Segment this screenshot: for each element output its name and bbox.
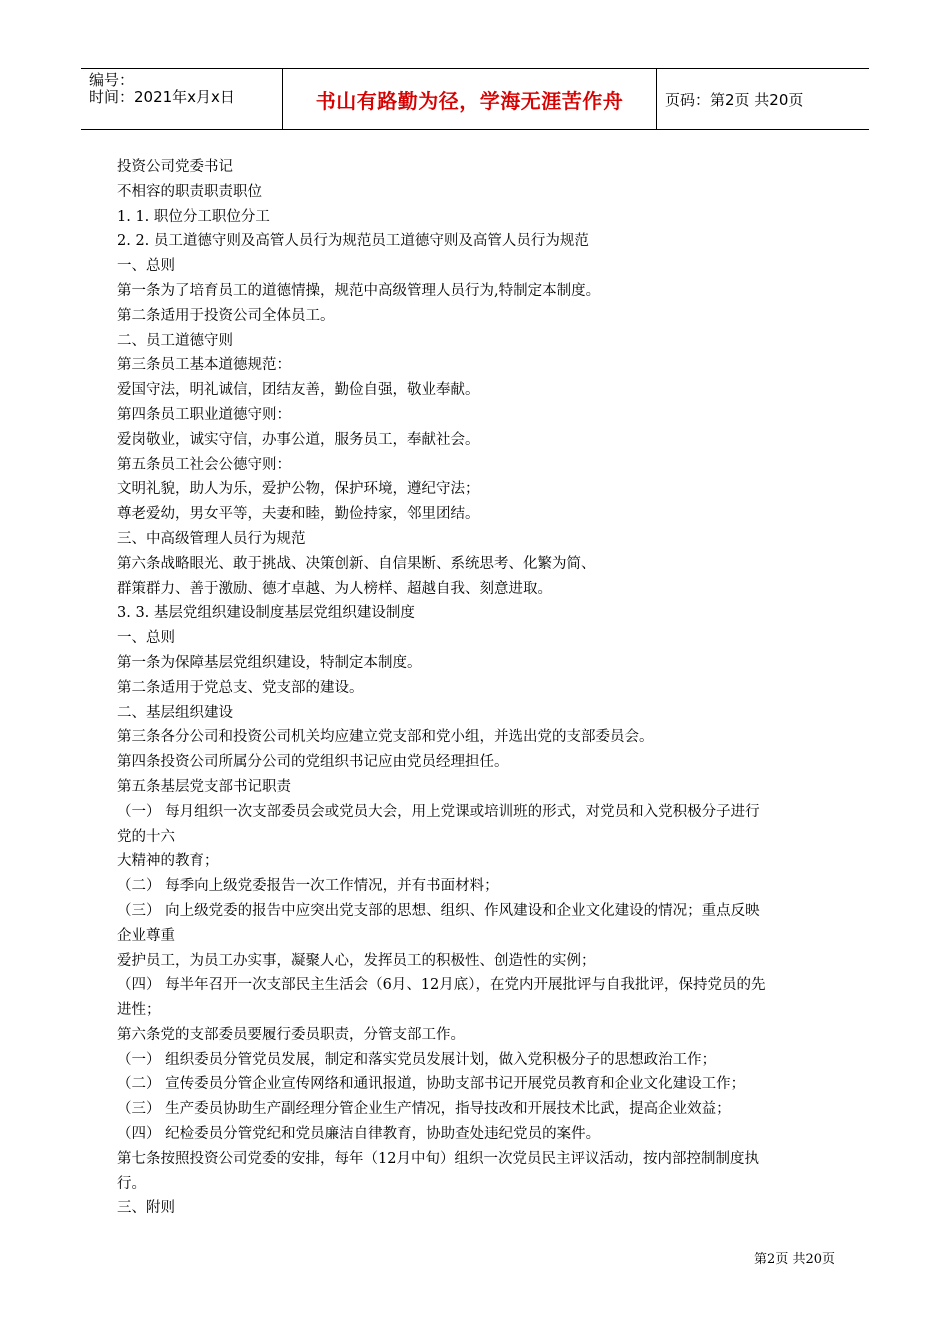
text-line: 企业尊重 bbox=[117, 927, 175, 944]
text-line: 2. 2. 员工道德守则及高管人员行为规范员工道德守则及高管人员行为规范 bbox=[117, 233, 589, 250]
text-line: （二） 每季向上级党委报告一次工作情况，并有书面材料； bbox=[117, 878, 499, 895]
document-body bbox=[117, 155, 839, 1221]
text-line: 一、总则 bbox=[117, 630, 175, 647]
text-line: 投资公司党委书记 bbox=[117, 159, 233, 175]
text-line: 党的十六 bbox=[117, 828, 175, 845]
text-line: （一） 每月组织一次支部委员会或党员大会，用上党课或培训班的形式，对党员和入党积极分子进行 bbox=[117, 803, 760, 820]
text-line: 大精神的教育； bbox=[117, 853, 219, 870]
text-line: 第三条员工基本道德规范： bbox=[117, 357, 291, 374]
text-line: 第二条适用于党总支、党支部的建设。 bbox=[117, 679, 364, 696]
text-line: 1. 1. 职位分工职位分工 bbox=[117, 208, 270, 225]
text-line: 第六条党的支部委员要履行委员职责，分管支部工作。 bbox=[117, 1026, 465, 1043]
header-page-cell bbox=[656, 69, 869, 129]
page-info: 页码：第2页 共20页 bbox=[665, 90, 804, 109]
motto: 书山有路勤为径，学海无涯苦作舟 bbox=[315, 88, 624, 113]
text-line: （四） 每半年召开一次支部民主生活会（6月、12月底），在党内开展批评与自我批评，保持党员的先 bbox=[117, 977, 766, 994]
text-line: 进性； bbox=[117, 1002, 161, 1019]
text-line: 第二条适用于投资公司全体员工。 bbox=[117, 307, 335, 324]
text-line: 爱护员工，为员工办实事，凝聚人心，发挥员工的积极性、创造性的实例； bbox=[117, 952, 596, 969]
text-line: 行。 bbox=[117, 1175, 146, 1192]
text-line: （三） 向上级党委的报告中应突出党支部的思想、组织、作风建设和企业文化建设的情况；重点反映 bbox=[117, 902, 760, 919]
text-line: （二） 宣传委员分管企业宣传网络和通讯报道，协助支部书记开展党员教育和企业文化建设工作； bbox=[117, 1076, 746, 1093]
text-line: （三） 生产委员协助生产副经理分管企业生产情况，指导技改和开展技术比武，提高企业效益； bbox=[117, 1101, 731, 1118]
text-line: 二、基层组织建设 bbox=[117, 704, 233, 721]
header-motto-cell bbox=[282, 69, 657, 129]
text-line: 爱国守法，明礼诚信，团结友善，勤俭自强，敬业奉献。 bbox=[117, 382, 480, 399]
text-line: 二、员工道德守则 bbox=[117, 332, 233, 349]
header-meta bbox=[81, 69, 282, 129]
text-line: 第一条为了培育员工的道德情操，规范中高级管理人员行为,特制定本制度。 bbox=[117, 282, 601, 299]
text-line: 群策群力、善于激励、德才卓越、为人榜样、超越自我、刻意进取。 bbox=[117, 580, 552, 597]
text-line: 第七条按照投资公司党委的安排，每年（12月中旬）组织一次党员民主评议活动，按内部控制制度执 bbox=[117, 1150, 759, 1167]
text-line: 一、总则 bbox=[117, 258, 175, 275]
text-line: （四） 纪检委员分管党纪和党员廉洁自律教育，协助查处违纪党员的案件。 bbox=[117, 1126, 601, 1143]
text-line: 第四条投资公司所属分公司的党组织书记应由党员经理担任。 bbox=[117, 754, 509, 771]
time-label: 时间：2021年x月x日 bbox=[89, 88, 235, 106]
text-line: 3. 3. 基层党组织建设制度基层党组织建设制度 bbox=[117, 605, 415, 622]
text-line: 不相容的职责职责职位 bbox=[117, 183, 262, 200]
text-line: 第三条各分公司和投资公司机关均应建立党支部和党小组，并选出党的支部委员会。 bbox=[117, 729, 654, 746]
page-header bbox=[81, 68, 869, 130]
page-footer: 第2页 共20页 bbox=[754, 1252, 835, 1267]
text-line: 三、附则 bbox=[117, 1200, 175, 1217]
text-line: 第五条员工社会公德守则： bbox=[117, 456, 291, 473]
text-line: 第一条为保障基层党组织建设，特制定本制度。 bbox=[117, 654, 422, 671]
text-line: 文明礼貌，助人为乐，爱护公物，保护环境，遵纪守法； bbox=[117, 481, 480, 498]
text-line: 第四条员工职业道德守则： bbox=[117, 406, 291, 423]
text-line: 三、中高级管理人员行为规范 bbox=[117, 530, 306, 547]
text-line: 尊老爱幼，男女平等，夫妻和睦，勤俭持家，邻里团结。 bbox=[117, 506, 480, 523]
text-line: 爱岗敬业，诚实守信，办事公道，服务员工，奉献社会。 bbox=[117, 431, 480, 448]
text-line: 第五条基层党支部书记职责 bbox=[117, 778, 291, 795]
code-label: 编号： bbox=[89, 71, 135, 89]
text-line: （一） 组织委员分管党员发展，制定和落实党员发展计划，做入党积极分子的思想政治工作； bbox=[117, 1051, 717, 1068]
text-line: 第六条战略眼光、敢于挑战、决策创新、自信果断、系统思考、化繁为简、 bbox=[117, 555, 596, 572]
